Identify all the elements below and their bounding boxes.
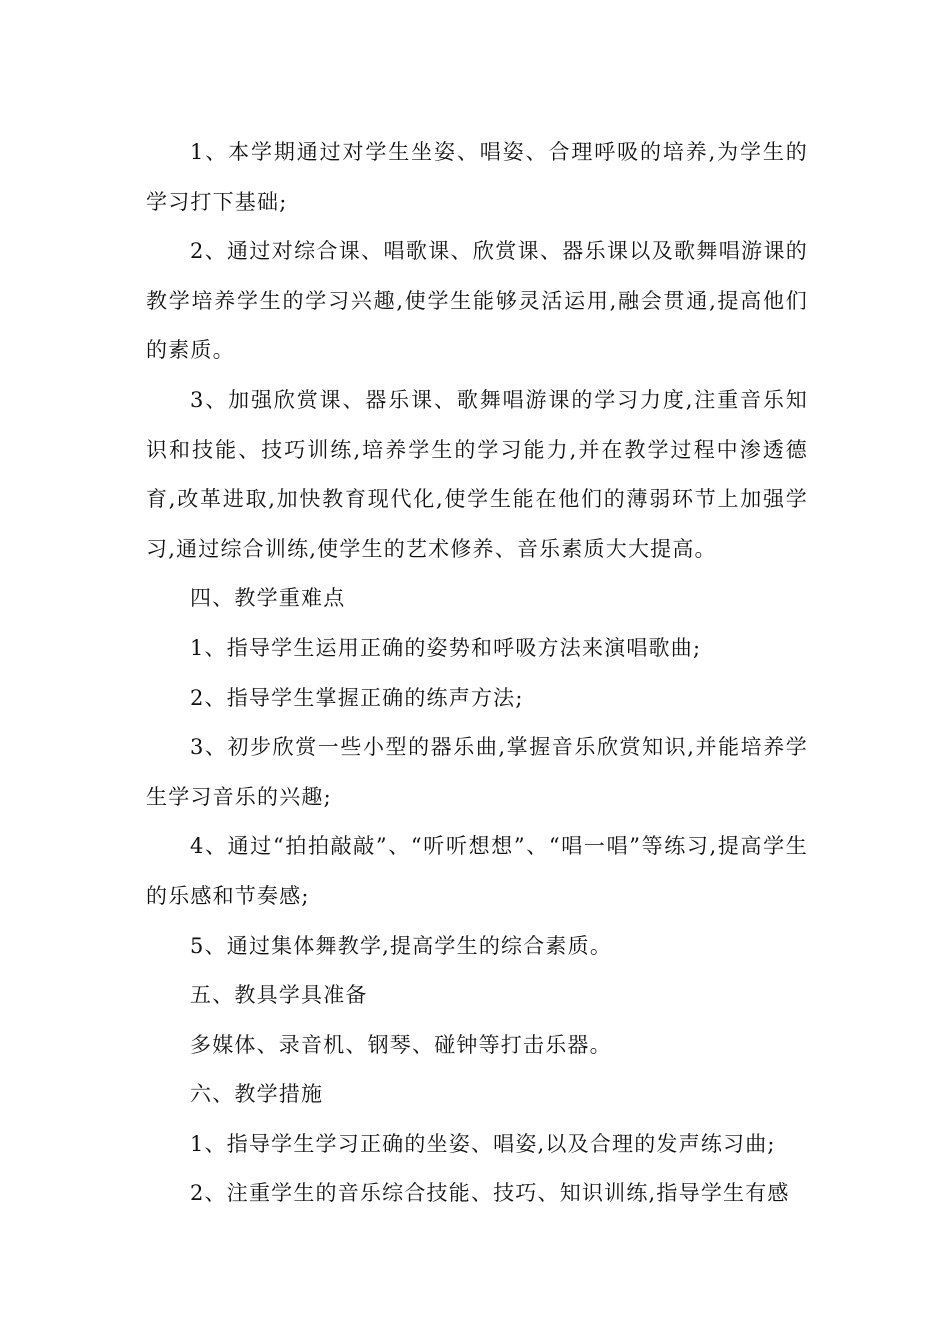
paragraph-key-point-5: 5、通过集体舞教学,提高学生的综合素质。 (190, 933, 613, 958)
section-heading-key-points: 四、教学重难点 (190, 586, 346, 611)
paragraph-key-point-3: 3、初步欣赏一些小型的器乐曲,掌握音乐欣赏知识,并能培养学生学习音乐的兴趣; (146, 735, 808, 809)
paragraph-measure-2: 2、注重学生的音乐综合技能、技巧、知识训练,指导学生有感 (190, 1181, 790, 1206)
paragraph-goal-1: 1、本学期通过对学生坐姿、唱姿、合理呼吸的培养,为学生的学习打下基础; (146, 140, 808, 214)
paragraph-key-point-1: 1、指导学生运用正确的姿势和呼吸方法来演唱歌曲; (190, 635, 702, 660)
paragraph-goal-2: 2、通过对综合课、唱歌课、欣赏课、器乐课以及歌舞唱游课的教学培养学生的学习兴趣,使学生能够灵活运用,融会贯通,提高他们的素质。 (146, 239, 808, 363)
document-body (146, 128, 808, 1219)
paragraph-key-point-4: 4、通过“拍拍敲敲”、“听听想想”、“唱一唱”等练习,提高学生的乐感和节奏感; (146, 834, 808, 908)
section-heading-measures: 六、教学措施 (190, 1082, 324, 1107)
section-heading-teaching-aids: 五、教具学具准备 (190, 983, 368, 1008)
paragraph-goal-3: 3、加强欣赏课、器乐课、歌舞唱游课的学习力度,注重音乐知识和技能、技巧训练,培养学生的学习能力,并在教学过程中渗透德育,改革进取,加快教育现代化,使学生能在他们的薄弱环节上加强学习,通过综合训练,使学生的艺术修养、音乐素质大大提高。 (146, 387, 808, 561)
paragraph-key-point-2: 2、指导学生掌握正确的练声方法; (190, 685, 524, 710)
paragraph-teaching-aids: 多媒体、录音机、钢琴、碰钟等打击乐器。 (190, 1032, 612, 1057)
paragraph-measure-1: 1、指导学生学习正确的坐姿、唱姿,以及合理的发声练习曲; (190, 1131, 776, 1156)
